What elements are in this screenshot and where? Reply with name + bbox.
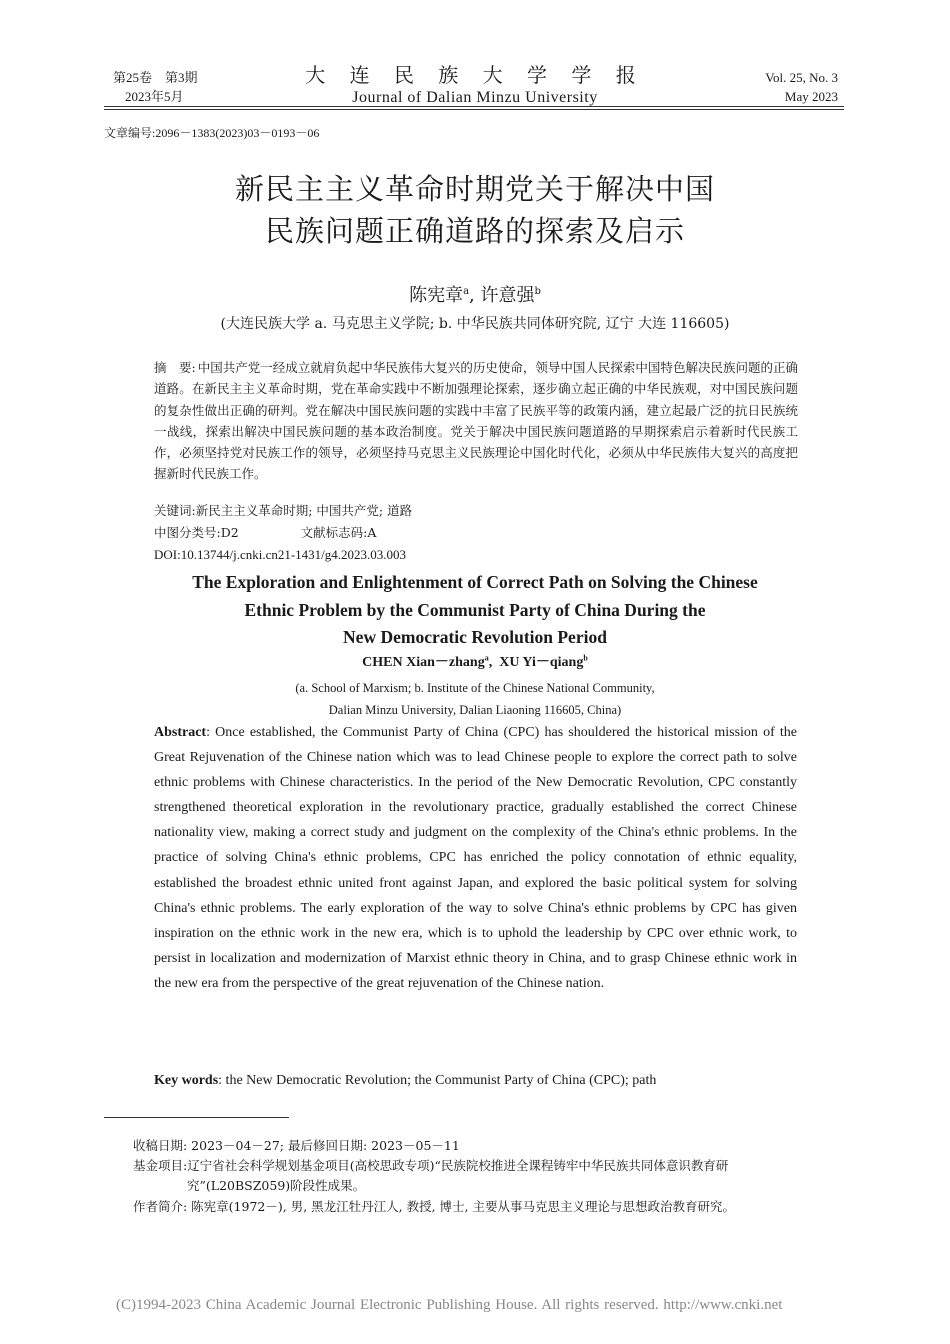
abstract-cn-text: 中国共产党一经成立就肩负起中华民族伟大复兴的历史使命，领导中国人民探索中国特色解决民族问题的正确道路。在新民主主义革命时期，党在革命实践中不断加强理论探索，逐步确立起正确的中华民族观，对中国民族问题的复杂性做出正确的研判。党在解决中国民族问题的实践中丰富了民族平等的政策内涵，建立起最广泛的抗日民族统一战线，探索出解决中国民族问题的基本政治制度。党关于解决中国民族问题道路的早期探索启示着新时代民族工作，必须坚持党对民族工作的领导，必须坚持马克思主义民族理论中国化时代化，必须从中华民族伟大复兴的高度把握新时代民族工作。 bbox=[154, 360, 798, 482]
author-1: 陈宪章 bbox=[409, 285, 464, 306]
fund-line-1: 辽宁省社会科学规划基金项目(高校思政专项)“民族院校推进全课程铸牢中华民族共同体意识教育研 bbox=[187, 1158, 729, 1173]
header-rule-bottom bbox=[104, 109, 844, 110]
en-author-separator: , bbox=[488, 655, 493, 670]
copyright-notice: (C)1994-2023 China Academic Journal Electronic Publishing House. All rights reserved. http://www.cnki.net bbox=[116, 1297, 783, 1313]
footnote-fund bbox=[133, 1156, 848, 1196]
keywords-cn-label: 关键词: bbox=[154, 503, 196, 518]
en-author-1-affil-mark: a bbox=[484, 653, 489, 663]
header-volume-en: Vol. 25, No. 3 bbox=[765, 70, 838, 85]
en-author-2-affil-mark: b bbox=[583, 653, 588, 663]
title-line-2: 民族问题正确道路的探索及启示 bbox=[264, 214, 685, 248]
authors-en bbox=[0, 651, 950, 671]
affiliation-en bbox=[0, 677, 950, 721]
en-author-1: CHEN Xian－zhang bbox=[362, 655, 485, 670]
keywords-en-label: Key words bbox=[154, 1073, 219, 1088]
abstract-cn bbox=[154, 357, 798, 485]
en-title-line-1: The Exploration and Enlightenment of Correct Path on Solving the Chinese bbox=[192, 572, 758, 592]
author-1-affil-mark: a bbox=[463, 286, 470, 297]
header-volume-issue: 第25卷 第3期 bbox=[113, 70, 198, 85]
en-affil-line-1: (a. School of Marxism; b. Institute of the Chinese National Community, bbox=[295, 681, 655, 695]
author-2-affil-mark: b bbox=[534, 286, 541, 297]
fund-label: 基金项目: bbox=[133, 1158, 188, 1173]
article-number: 文章编号:2096－1383(2023)03－0193－06 bbox=[104, 126, 320, 140]
journal-name-cn: 大 连 民 族 大 学 学 报 bbox=[305, 63, 645, 87]
header-volume-info-en bbox=[765, 68, 838, 106]
keywords-cn bbox=[154, 500, 412, 521]
title-line-1: 新民主主义革命时期党关于解决中国 bbox=[234, 172, 715, 206]
keywords-en bbox=[154, 1073, 656, 1089]
en-affil-line-2: Dalian Minzu University, Dalian Liaoning 116605, China) bbox=[328, 703, 622, 717]
footnote-received: 收稿日期: 2023－04－27; 最后修回日期: 2023－05－11 bbox=[133, 1138, 460, 1153]
clc-value: D2 bbox=[220, 525, 239, 540]
abstract-cn-label: 摘 要: bbox=[154, 360, 196, 375]
author-2: 许意强 bbox=[480, 285, 535, 306]
header-date-en: May 2023 bbox=[784, 89, 838, 104]
journal-name-en: Journal of Dalian Minzu University bbox=[352, 89, 598, 106]
keywords-cn-text: 新民主主义革命时期; 中国共产党; 道路 bbox=[195, 503, 413, 518]
page-title-en bbox=[0, 569, 950, 652]
keywords-en-text: : the New Democratic Revolution; the Communist Party of China (CPC); path bbox=[218, 1073, 657, 1088]
clc-label: 中图分类号: bbox=[154, 525, 221, 540]
abstract-en-label: Abstract bbox=[154, 725, 207, 740]
en-author-2: XU Yi－qiang bbox=[499, 655, 584, 670]
authors-cn bbox=[0, 281, 950, 307]
en-title-line-2: Ethnic Problem by the Communist Party of China During the bbox=[244, 599, 706, 620]
doc-code-value: A bbox=[367, 525, 377, 540]
header-rule-top bbox=[104, 106, 844, 107]
en-title-line-3: New Democratic Revolution Period bbox=[343, 627, 607, 647]
abstract-en bbox=[154, 720, 797, 996]
page-title-cn bbox=[0, 168, 950, 252]
doi[interactable]: DOI:10.13744/j.cnki.cn21-1431/g4.2023.03.003 bbox=[154, 547, 407, 562]
footnote-author-bio: 作者简介: 陈宪章(1972－), 男, 黑龙江牡丹江人, 教授, 博士, 主要从事马克思主义理论与思想政治教育研究。 bbox=[133, 1199, 735, 1214]
footnote-rule bbox=[104, 1117, 289, 1118]
abstract-en-text: : Once established, the Communist Party of China (CPC) has shouldered the historical mission of the Great Rejuvenation of the Chinese nation which was to lead Chinese people to explore the correct path to solve ethnic problems with Chinese characteristics. In the period of the New Democratic Revolution, CPC constantly strengthened theoretical exploration in the revolutionary practice, gradually established the correct Chinese nationality view, making a correct study and judgment on the complexity of the China's ethnic problems. In the practice of solving China's ethnic problems, CPC has enriched the policy connotation of ethnic equality, established the broadest ethnic united front against Japan, and explored the basic political system for solving China's ethnic problems. The early exploration of the way to solve China's ethnic problems by CPC has given inspiration on the ethnic work in the new era, which is to uphold the leadership by CPC over ethnic work, to persist in localization and modernization of Marxist ethnic theory in China, and to grasp Chinese ethnic work in the new era from the perspective of the great rejuvenation of the Chinese nation. bbox=[154, 725, 797, 991]
author-separator: , bbox=[469, 285, 475, 306]
doc-code-label: 文献标志码: bbox=[300, 525, 368, 540]
header-date-cn: 2023年5月 bbox=[125, 89, 184, 104]
classification-line bbox=[154, 522, 376, 543]
fund-line-2: 究”(L20BSZ059)阶段性成果。 bbox=[187, 1178, 366, 1193]
affiliation-cn: (大连民族大学 a. 马克思主义学院; b. 中华民族共同体研究院, 辽宁 大连 116605) bbox=[220, 316, 730, 332]
